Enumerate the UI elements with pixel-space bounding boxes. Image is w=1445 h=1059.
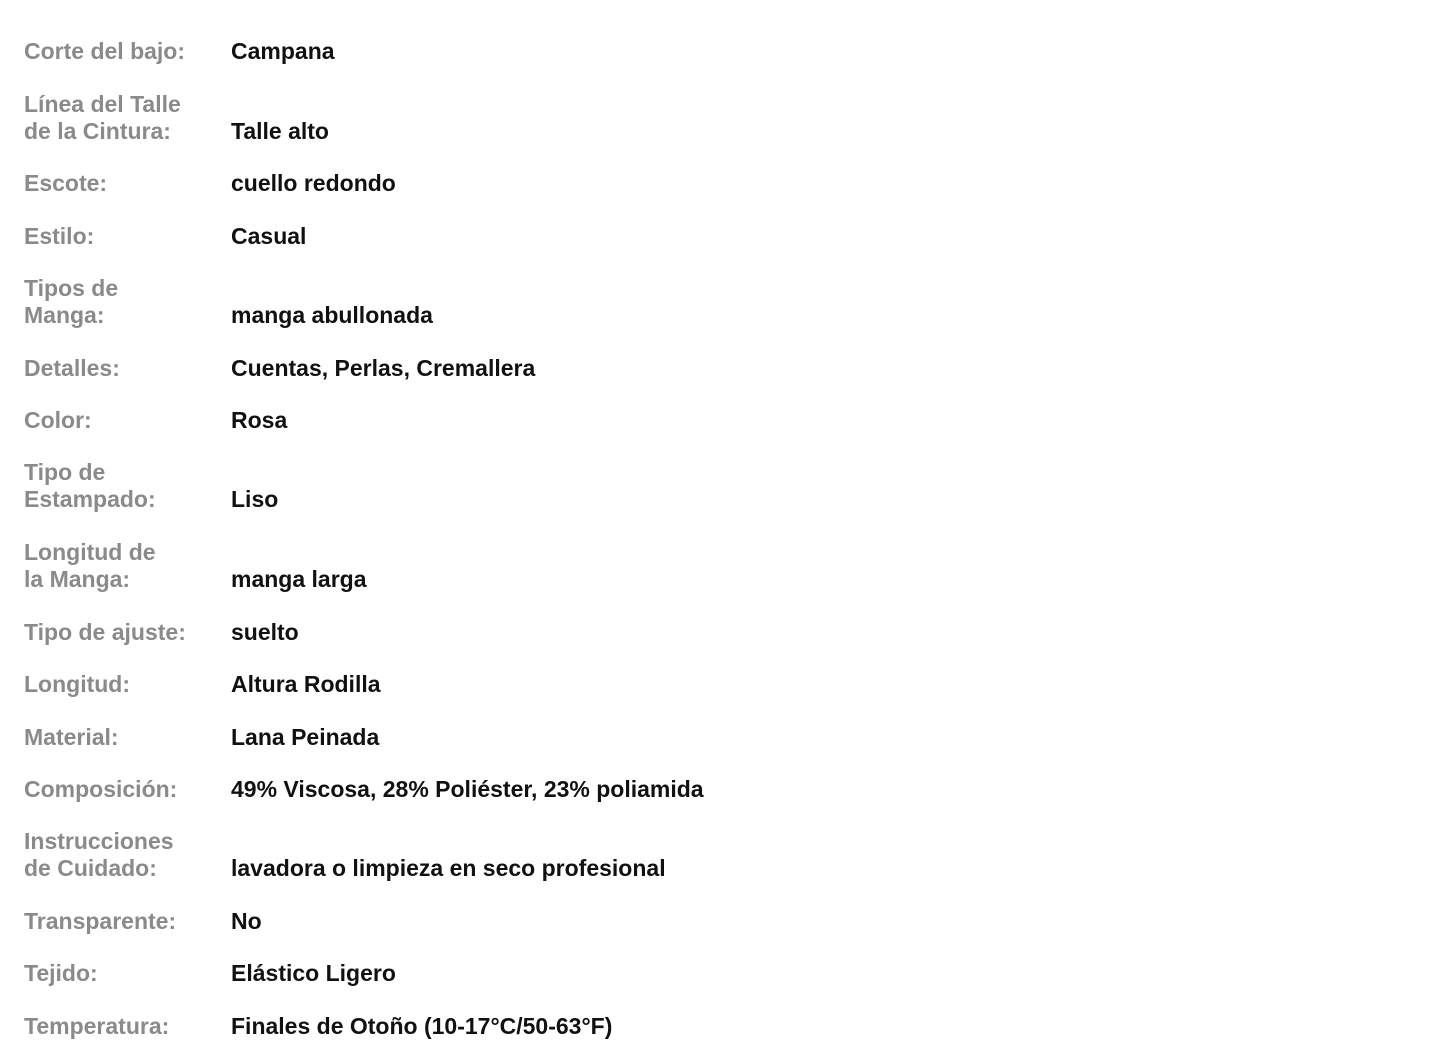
spec-row-tipos-de-manga [24,275,433,329]
spec-row-composicion [24,776,704,803]
spec-value: lavadora o limpieza en seco profesional [231,855,666,881]
spec-value: Campana [231,38,335,64]
spec-row-estilo [24,223,306,250]
spec-label: Tejido: [24,960,98,986]
spec-value: No [231,908,262,934]
spec-value: cuello redondo [231,170,396,196]
spec-value: Rosa [231,407,288,433]
spec-label: Composición: [24,776,178,802]
spec-value: Talle alto [231,118,329,144]
spec-label: Longitud: [24,671,131,697]
spec-row-temperatura [24,1013,612,1040]
spec-label: Escote: [24,170,108,196]
spec-value: Altura Rodilla [231,671,381,697]
spec-value: Finales de Otoño (10-17°C/50-63°F) [231,1013,613,1039]
spec-label: Estilo: [24,223,95,249]
spec-label: Transparente: [24,908,177,934]
spec-row-corte-del-bajo [24,38,335,65]
spec-row-transparente [24,908,262,935]
spec-row-instrucciones-de-cuidado [24,828,666,882]
spec-value: Cuentas, Perlas, Cremallera [231,355,536,381]
spec-value: Casual [231,223,307,249]
spec-label: Corte del bajo: [24,38,186,64]
spec-row-detalles [24,355,535,382]
spec-label: Tipo de Estampado: [24,459,156,512]
spec-row-tejido [24,960,396,987]
spec-value: manga abullonada [231,302,433,328]
spec-label: Tipo de ajuste: [24,619,186,645]
spec-row-escote [24,170,396,197]
spec-row-linea-del-talle [24,91,329,145]
spec-label: Instrucciones de Cuidado: [24,828,174,881]
spec-label: Línea del Talle de la Cintura: [24,91,181,144]
spec-label: Detalles: [24,355,120,381]
spec-value: Lana Peinada [231,724,380,750]
spec-label: Temperatura: [24,1013,170,1039]
spec-value: manga larga [231,566,367,592]
spec-label: Color: [24,407,92,433]
spec-value: Elástico Ligero [231,960,396,986]
spec-label: Longitud de la Manga: [24,539,156,592]
spec-row-color [24,407,287,434]
spec-value: 49% Viscosa, 28% Poliéster, 23% poliamida [231,776,704,802]
spec-row-longitud [24,671,381,698]
spec-label: Tipos de Manga: [24,275,119,328]
spec-row-material [24,724,379,751]
spec-value: Liso [231,486,279,512]
spec-row-tipo-de-estampado [24,459,278,513]
spec-row-longitud-de-la-manga [24,539,367,593]
spec-label: Material: [24,724,119,750]
spec-row-tipo-de-ajuste [24,619,299,646]
spec-value: suelto [231,619,299,645]
